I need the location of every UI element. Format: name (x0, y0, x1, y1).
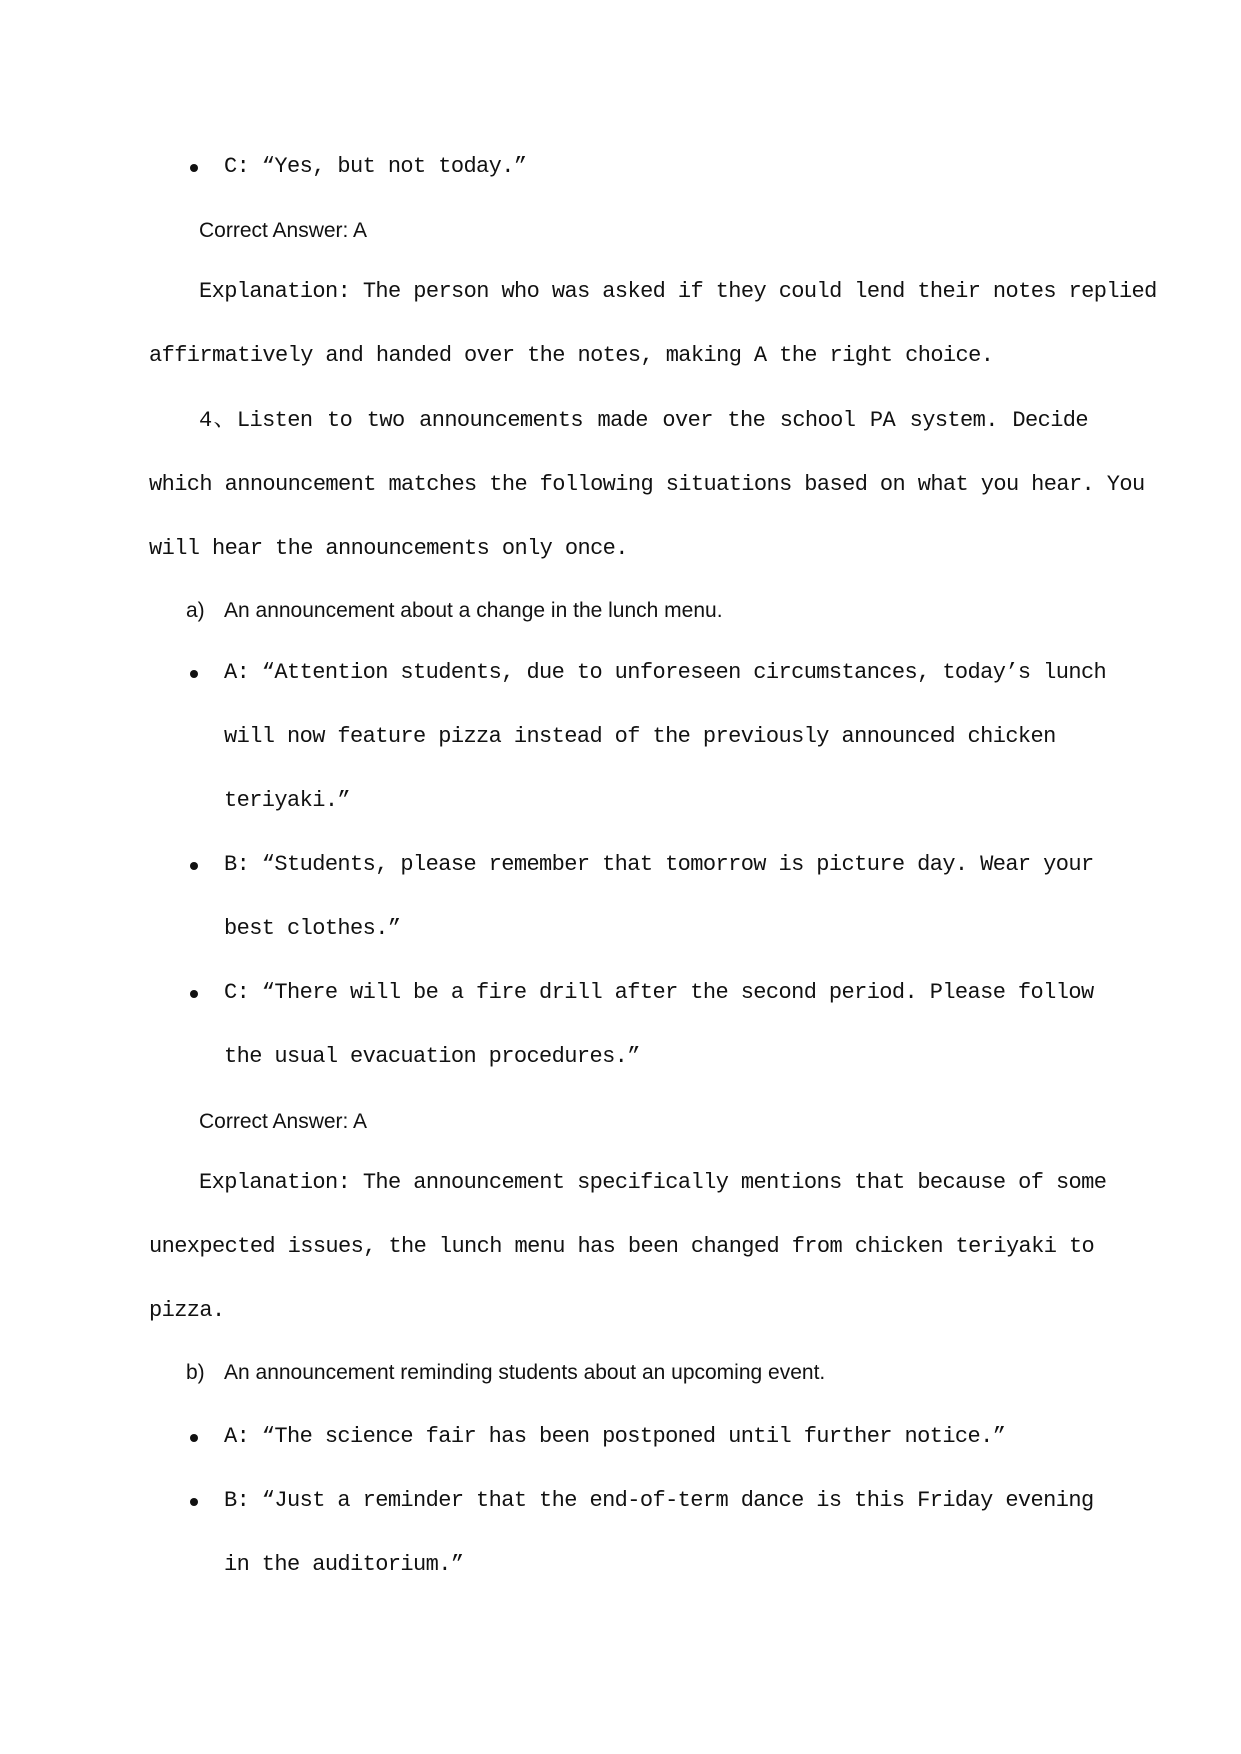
part-b-text: An announcement reminding students about an upcoming event. (224, 1361, 826, 1384)
bullet-icon (190, 1434, 198, 1442)
bullet-icon (190, 862, 198, 870)
q4-prompt-line-1 (199, 406, 1088, 436)
part-a-explanation-line-1 (199, 1168, 1107, 1198)
part-a-label: a) (186, 599, 205, 622)
part-a-text: An announcement about a change in the lunch menu. (224, 599, 723, 622)
bullet-icon (190, 670, 198, 678)
q4-prompt-line-3: will hear the announcements only once. (149, 536, 628, 561)
part-a-option-b-line-1 (224, 850, 1094, 880)
part-a-option-b-text-1: B: “Students, please remember that tomorrow is picture day. Wear your (224, 852, 1094, 877)
part-b-option-b-text-1: B: “Just a reminder that the end-of-term dance is this Friday evening (224, 1488, 1094, 1513)
q3-explanation-line-1 (199, 277, 1157, 307)
q4-prompt-text-2: which announcement matches the following situations based on what you hear. You (149, 472, 1145, 497)
part-a-explanation-text-1: Explanation: The announcement specifically mentions that because of some (199, 1170, 1107, 1195)
part-a-option-c-line-2: the usual evacuation procedures.” (224, 1044, 640, 1069)
part-a-option-b-line-2: best clothes.” (224, 916, 401, 941)
part-b-option-a-line-1: A: “The science fair has been postponed until further notice.” (224, 1424, 1006, 1449)
part-a-explanation-line-3: pizza. (149, 1298, 225, 1323)
part-a-option-a-text-1: A: “Attention students, due to unforeseen circumstances, today’s lunch (224, 660, 1107, 685)
bullet-icon (190, 1498, 198, 1506)
part-a-option-a-line-1 (224, 658, 1107, 688)
q4-prompt-line-2 (149, 470, 1145, 500)
part-a-option-a-line-2: will now feature pizza instead of the previously announced chicken (224, 724, 1056, 749)
q3-explanation-line-2: affirmatively and handed over the notes, making A the right choice. (149, 343, 994, 368)
part-a-correct-answer: Correct Answer: A (199, 1110, 368, 1133)
part-b-option-b-line-2: in the auditorium.” (224, 1552, 464, 1577)
part-a-explanation-text-2: unexpected issues, the lunch menu has been changed from chicken teriyaki to (149, 1234, 1095, 1259)
part-a-explanation-line-2 (149, 1232, 1095, 1262)
part-a-option-a-line-3: teriyaki.” (224, 788, 351, 813)
q3-correct-answer: Correct Answer: A (199, 219, 368, 242)
part-a-option-c-text-1: C: “There will be a fire drill after the second period. Please follow (224, 980, 1094, 1005)
bullet-icon (190, 990, 198, 998)
q3-option-c: C: “Yes, but not today.” (224, 154, 527, 179)
bullet-icon (190, 164, 198, 172)
part-b-label: b) (186, 1361, 205, 1384)
part-b-option-b-line-1 (224, 1486, 1094, 1516)
q4-prompt-text-1: 4、Listen to two announcements made over the school PA system. Decide (199, 408, 1088, 433)
part-a-option-c-line-1 (224, 978, 1094, 1008)
q3-explanation-text-1: Explanation: The person who was asked if they could lend their notes replied (199, 279, 1157, 304)
